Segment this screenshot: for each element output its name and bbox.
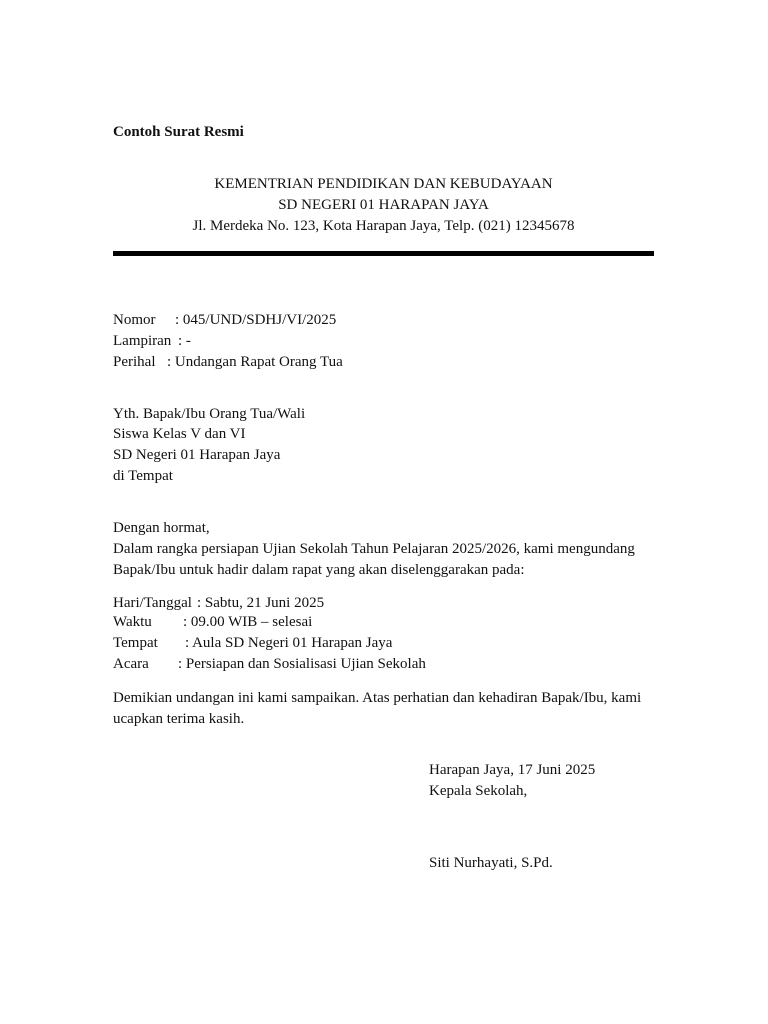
detail-acara-value: : Persiapan dan Sosialisasi Ujian Sekolah — [178, 656, 426, 672]
greeting: Dengan hormat, — [113, 520, 210, 536]
meta-perihal-value: : Undangan Rapat Orang Tua — [167, 354, 343, 370]
letterhead-ministry: KEMENTRIAN PENDIDIKAN DAN KEBUDAYAAN — [214, 176, 553, 192]
detail-hari-value: : Sabtu, 21 Juni 2025 — [197, 595, 325, 611]
detail-waktu-label: Waktu — [113, 614, 152, 630]
detail-hari-label: Hari/Tanggal — [113, 595, 192, 611]
detail-tempat — [113, 635, 392, 652]
detail-hari — [113, 595, 324, 612]
recipient-line-1: Yth. Bapak/Ibu Orang Tua/Wali — [113, 406, 306, 422]
closing-paragraph: Demikian undangan ini kami sampaikan. Atas perhatian dan kehadiran Bapak/Ibu, kami ucapkan terima kasih. — [113, 690, 642, 727]
recipient-line-4: di Tempat — [113, 468, 173, 484]
meta-perihal-label: Perihal — [113, 354, 156, 370]
recipient-line-2: Siswa Kelas V dan VI — [113, 426, 246, 442]
letterhead-divider — [113, 251, 654, 256]
intro-paragraph: Dalam rangka persiapan Ujian Sekolah Tahun Pelajaran 2025/2026, kami mengundang Bapak/Ibu untuk hadir dalam rapat yang akan diselenggarakan pada: — [113, 541, 635, 578]
letterhead-address: Jl. Merdeka No. 123, Kota Harapan Jaya, Telp. (021) 12345678 — [192, 218, 575, 234]
meta-nomor — [113, 312, 336, 329]
meta-nomor-label: Nomor — [113, 312, 156, 328]
detail-waktu — [113, 614, 312, 631]
meta-lampiran-value: : - — [178, 333, 191, 349]
detail-acara-label: Acara — [113, 656, 149, 672]
document-title: Contoh Surat Resmi — [113, 124, 244, 140]
meta-lampiran-label: Lampiran — [113, 333, 172, 349]
meta-lampiran — [113, 333, 191, 350]
signature-name: Siti Nurhayati, S.Pd. — [429, 855, 553, 871]
detail-acara — [113, 656, 426, 673]
detail-tempat-value: : Aula SD Negeri 01 Harapan Jaya — [185, 635, 393, 651]
signature-place-date: Harapan Jaya, 17 Juni 2025 — [429, 762, 596, 778]
meta-nomor-value: : 045/UND/SDHJ/VI/2025 — [175, 312, 337, 328]
letterhead-school: SD NEGERI 01 HARAPAN JAYA — [278, 197, 489, 213]
detail-tempat-label: Tempat — [113, 635, 158, 651]
meta-perihal — [113, 354, 343, 371]
recipient-line-3: SD Negeri 01 Harapan Jaya — [113, 447, 281, 463]
detail-waktu-value: : 09.00 WIB – selesai — [183, 614, 313, 630]
signature-position: Kepala Sekolah, — [429, 783, 528, 799]
